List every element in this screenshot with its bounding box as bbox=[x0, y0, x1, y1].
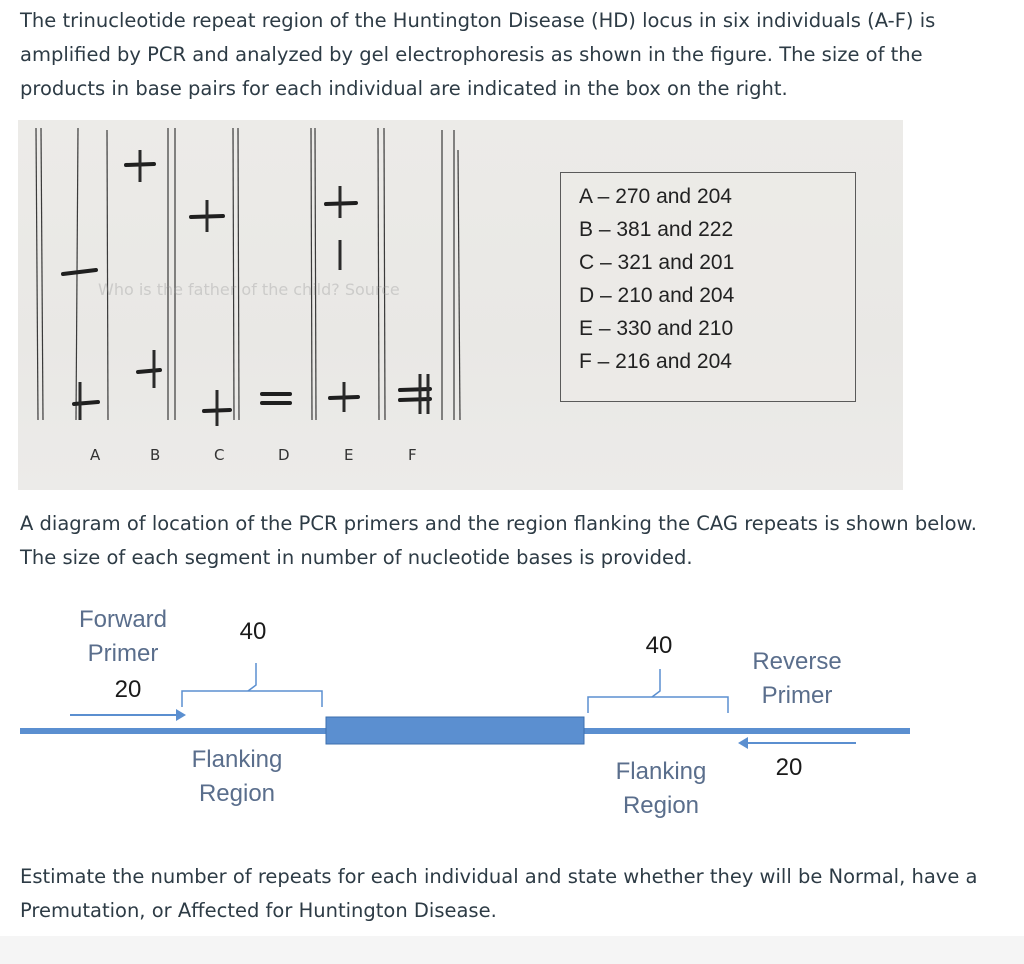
left-flank-size: 40 bbox=[239, 618, 267, 645]
gel-band-f-upper bbox=[400, 389, 430, 390]
lane-line bbox=[311, 128, 312, 420]
product-size-legend bbox=[560, 172, 856, 402]
legend-line-d: D – 210 and 204 bbox=[579, 284, 735, 307]
diagram-paragraph: A diagram of location of the PCR primers and the region flanking the CAG repeats is shown below. The size of each segment in number of nucleotide bases is provided. bbox=[20, 512, 977, 569]
forward-primer-arrowhead bbox=[176, 709, 186, 721]
lane-line bbox=[378, 128, 379, 420]
legend-line-a: A – 270 and 204 bbox=[579, 185, 732, 208]
lane-label-b: B bbox=[150, 446, 161, 464]
gel-photo bbox=[18, 120, 903, 490]
gel-band-b-lower bbox=[138, 370, 160, 372]
reverse-primer-arrowhead bbox=[738, 737, 748, 749]
legend-line-f: F – 216 and 204 bbox=[579, 350, 732, 373]
gel-band-f-lower bbox=[400, 399, 430, 400]
lane-label-f: F bbox=[408, 446, 417, 464]
gel-band-a-upper bbox=[63, 270, 96, 274]
lane-line bbox=[315, 128, 316, 420]
left-flank-label: Flanking Region bbox=[191, 746, 283, 807]
forward-primer-size: 20 bbox=[114, 676, 142, 703]
legend-line-b: B – 381 and 222 bbox=[579, 218, 734, 241]
lane-label-d: D bbox=[278, 446, 290, 464]
cag-repeat-block bbox=[326, 717, 584, 744]
lane-label-c: C bbox=[214, 446, 225, 464]
lane-line bbox=[233, 128, 234, 420]
reverse-primer-size: 20 bbox=[775, 754, 803, 781]
question-paragraph: Estimate the number of repeats for each individual and state whether they will be Normal, have a Premutation, or Affected for Huntington Disease. bbox=[20, 865, 978, 922]
right-flank-label: Flanking Region bbox=[615, 758, 707, 819]
gel-band-a-lower bbox=[74, 402, 98, 404]
watermark-text: Who is the father of the child? Source bbox=[98, 280, 400, 299]
reverse-primer-label: Reverse Primer bbox=[752, 648, 842, 709]
lane-line bbox=[238, 128, 239, 420]
lane-line bbox=[458, 150, 460, 420]
lane-line bbox=[36, 128, 38, 420]
primer-diagram bbox=[16, 595, 916, 835]
lane-line bbox=[384, 128, 385, 420]
lane-label-a: A bbox=[90, 446, 101, 464]
right-flank-size: 40 bbox=[645, 632, 673, 659]
legend-line-c: C – 321 and 201 bbox=[579, 251, 735, 274]
right-flank-bracket-tip bbox=[652, 669, 660, 697]
lane-line bbox=[107, 130, 108, 420]
legend-line-e: E – 330 and 210 bbox=[579, 317, 734, 340]
lane-label-e: E bbox=[344, 446, 354, 464]
left-flank-bracket bbox=[182, 691, 322, 707]
lane-line bbox=[41, 128, 43, 420]
right-flank-bracket bbox=[588, 697, 728, 713]
left-flank-bracket-tip bbox=[248, 663, 256, 691]
intro-paragraph: The trinucleotide repeat region of the Huntington Disease (HD) locus in six individuals (A-F) is amplified by PCR and analyzed by gel electrophoresis as shown in the figure. The size of the products in base pairs for each individual are indicated in the box on the right. bbox=[20, 9, 936, 100]
forward-primer-label: Forward Primer bbox=[78, 606, 168, 667]
page-bottom-strip bbox=[0, 936, 1024, 964]
